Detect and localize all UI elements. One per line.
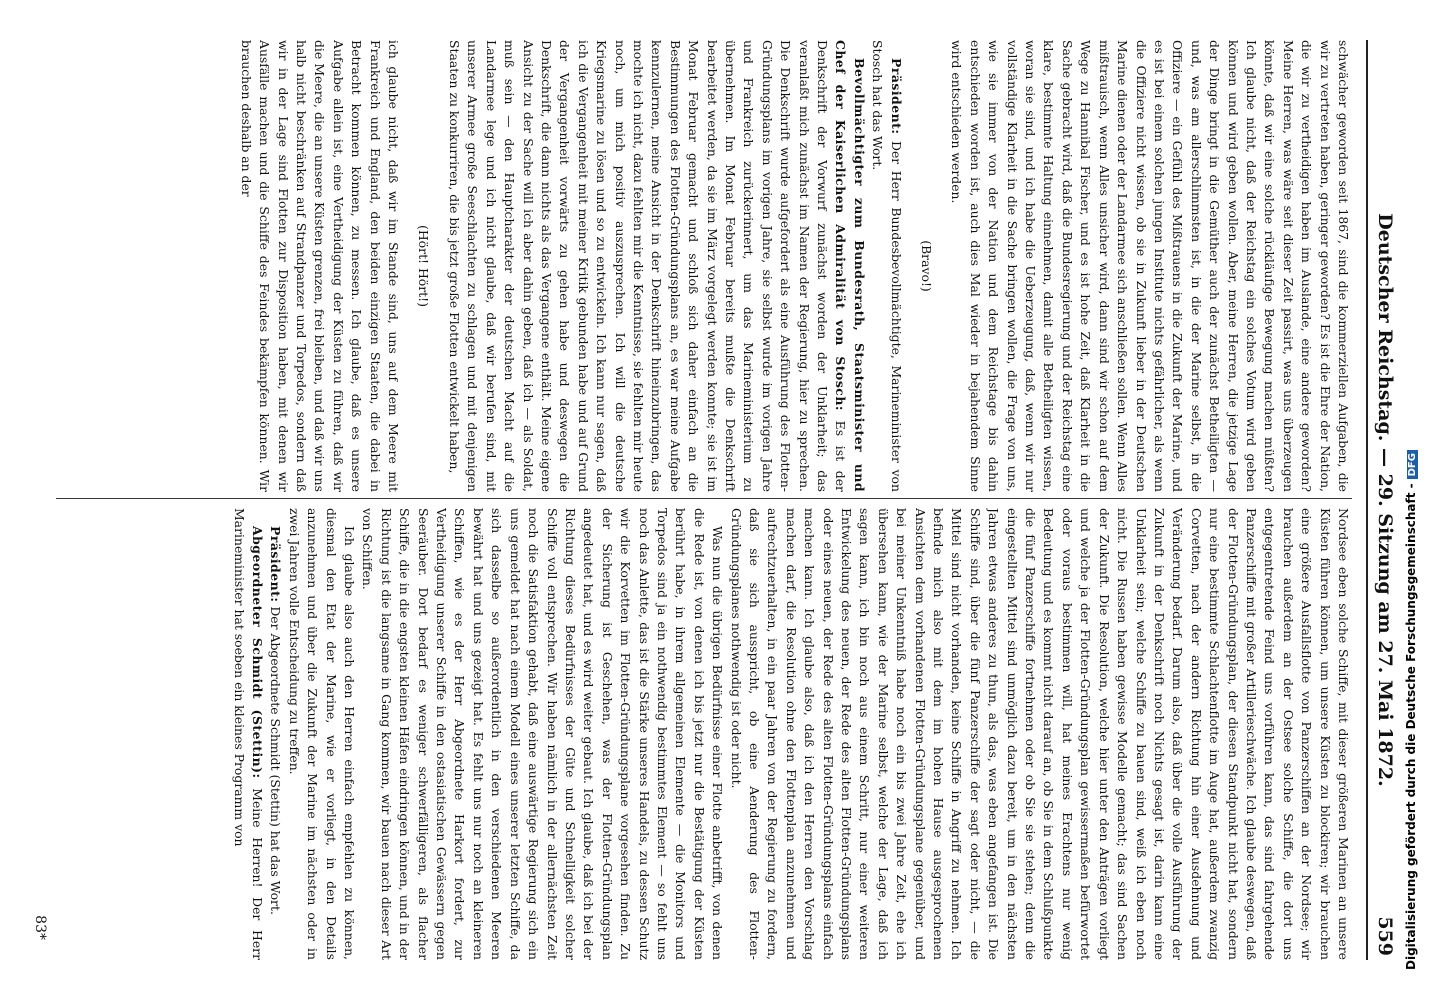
page-number: 559: [1374, 916, 1396, 956]
paragraph: ich glaube nicht, daß wir im Stande sind, uns auf dem Meere mit Frankreich und England, den beiden einzigen Staaten, die dabei in Betracht kommen können, zu messen. Ich glaube, daß es unsere Aufgabe allein ist, eine Vertheidigung der Küsten zu führen, daß wir die Meere, die an unsere Küsten grenzen, frei bleiben, und daß wir uns halb nicht beschränken auf Strandpanzer und Torpedos, sondern daß wir in der Lage sind Flotten zur Disposition haben, mit denen wir Ausfälle machen und die Schiffe des Feindes bekämpfen können. Wir brauchen deshalb an der: [238, 40, 402, 492]
speaker-label: Abgeordneter Schmidt (Stettin):: [250, 526, 266, 779]
paragraph: Nordsee eben solche Schiffe, mit dieser größeren Marinen an unsere Küsten führen können, um unsere Küsten zu blockiren; wir brauchen eine größere Ausfallsflotte von Panzerschiffen an der Nordsee; wir brauchen außerdem an der Ostsee solche Schiffe, die dort uns entgegentretende Feind uns vorführen kann, das sind fahrgehende Panzerschiffe mit großer Artillerieschwäche. Ich glaube deswegen, daß der Flotten-Gründungsplan, der diesen Standpunkt nicht hat, sondern nur eine bestimmte Schlachtenflotte im Auge hat, außerdem zwanzig Corvetten, nach der andern Richtung hin einer Ausdehnung und Veränderung bedarf. Darum also, daß über die volle Ausführung der Zukunft in der Denkschrift noch Nichts gesagt ist, darin kann eine Unklarheit sein; welche Schiffe zu bauen sind, weiß ich eben noch nicht. Die Russen haben gewisse Modelle gemacht; das sind Sachen der Zukunft. Die Resolution, welche hier unter den Anträgen vorliegt und welche ja der Flotten-Gründungsplan gewissermaßen befürwortet oder voraus bestimmen will, hat meines Erachtens nur wenig Bedeutung und es kommt nicht darauf an, ob Sie in dem Schlußpunkte die fünf Panzerschiffe fortnehmen oder ob Sie sie stehen; denn die eingestellten Mittel sind unmöglich dazu bereit, um in den nächsten Jahren etwas anderes zu thun, als das, was eben angefangen ist. Die Schiffe sind, über die fünf Panzerschiffe der sagt oder nicht, — die Mittel sind nicht vorhanden, keine Schiffe in Angriff zu nehmen. Ich befinde mich also mit dem im hohen Hause ausgesprochenen Ansichten dem vorhandenen Flotten-Gründungsplane gegenüber, und bei meiner Unkenntniß habe noch ein bis zwei Jahre Zeit, ehe ich übersehen kann, wie der Marine selbst, welche der Lage, daß ich sagen kann, ich bin noch aus einem Schritt, nur einer weiteren Entwickelung des neuen, der Rede des alten Flotten-Gründungsplans oder eines neuen, der Rede des alten Flotten-Gründungsplans einfach machen kann. Ich glaube also, daß ich den Herren den Vorschlag machen darf, die Resolution ohne den Flottenplan anzunehmen und aufrechtzuerhalten, in ein paar Jahren von der Regierung zu fordern, daß sie sich ausspricht, ob eine Aenderung des Flotten-Gründungsplanes nothwendig ist oder nicht.: [728, 508, 1351, 960]
applause-note: (Hört! Hört!): [416, 225, 432, 307]
speaker-label: Bevollmächtigter zum Bundesrath, Staatsminister und Chef der Kaiserlichen Admiralität von Stosch:: [833, 40, 867, 492]
paragraph: Was nun die übrigen Bedürfnisse einer Flotte anbetrifft, von denen die Rede ist, von denen ich bis jetzt nur die Bestätigung der Küsten berührt habe, in ihrem allgemeinen Elemente — die Monitors und Torpedos sind ja ein nothwendig bestimmtes Element — so fehlt uns noch das Anlette, das ist die Stärke unseres Handels, zu dessen Schutz wir die Korvetten im Flotten-Gründungsplane vorgesehen finden. Zu der Sicherung ist Geschehen, was der Flotten-Gründungsplan angedeutet hat, und es wird weiter gebaut. Ich glaube, daß ich bei der Richtung dieses Bedürfnisses der Güte und Schnelligkeit solcher Schiffe voll entsprechen. Wir haben nämlich in der allernächsten Zeit noch die Satisfaktion gehabt, daß eine auswärtige Regierung sich ein uns gemeldet hat nach einem Modell eines unserer letzten Schiffe, da sich dasselbe so außerordentlich in den verschiedenen Meeren bewährt hat und uns gezeigt hat. Es fehlt uns nur noch an kleineren Schiffen, wie es der Herr Abgeordnete Harkort fordert, zur Vertheidigung unserer Schiffe in den ostasiatischen Gewässern gegen Seeräuber. Dort bedarf es weniger schwerfälligeren, als flacher Schiffe, die in die engsten kleinen Häfen eindringen können, und in der Richtung ist die langsame in Gang kommen, wir bauen nach dieser Art von Schiffen.: [360, 508, 726, 960]
right-column: [56, 508, 1352, 960]
paragraph: [868, 40, 905, 492]
footer-mark: 83*: [32, 915, 48, 940]
header-title: Deutscher Reichstag. — 29. Sitzung am 27. Mai 1872.: [1374, 213, 1396, 787]
column-divider: [56, 498, 1352, 499]
paragraph: Ich glaube also auch den Herren einfach empfehlen zu können, diesmal den Etat der Marine, wie er vorliegt, in den Details anzunehmen und über die Zukunft der Marine im nächsten oder in zwei Jahren volle Entscheidung zu treffen.: [286, 508, 358, 960]
speech-text: Der Abgeordnete Schmidt (Stettin) hat das Wort.: [268, 606, 284, 915]
speech-text: Meine Herren! Der Herr Marineminister hat soeben ein kleines Programm von: [231, 508, 266, 960]
speech-text: Der Herr Bundesbevollmächtigte, Marineminister von Stosch hat das Wort.: [870, 40, 904, 492]
paragraph: [445, 40, 868, 492]
paragraph: [229, 508, 266, 960]
left-column: [56, 40, 1352, 492]
credit-text: [1404, 450, 1418, 970]
digitization-credit: [1402, 240, 1422, 1000]
dfg-logo: DFG: [1407, 450, 1418, 479]
speaker-label: Präsident:: [888, 58, 904, 135]
speaker-label: Präsident:: [268, 526, 284, 603]
credit-label: Digitalisierung gefördert durch die Deutsche Forschungsgemeinschaft -: [1404, 483, 1418, 970]
speech-text: Es ist der Denkschrift der Vorwurf zunächst worden der Unklarheit; das veranlaßt mich zunächst im Namen der Regierung, hier zu sprechen. Die Denkschrift wurde aufgefordert als eine Ausführung des Flotten-Gründungsplans im vorigen Jahre, sie selbst wurde im vorigen Jahre und Frankreich zurückerinnert, um das Marineministerium zu übernehmen. Im Monat Februar bereits mußte die Denkschrift bearbeitet werden, da sie im März vorgelegt werden konnte; sie ist im Monat Februar gemacht und schloß sich daher einfach an die Bestimmungen des Flotten-Gründungsplans an, es war meine Aufgabe kennzulernen, meine Ansicht in der Denkschrift hineinzubringen, das mochte ich nicht, dazu fehlten mir die Kenntnisse, sie fehlten mir heute noch, um mich positiv auszusprechen. Ich will die deutsche Kriegsmarine zu lösen und so zu entwickeln. Ich kann nur sagen, daß ich die Vergangenheit mit meiner Kritik gebunden habe und auf Grund der Vergangenheit vorwärts zu gehen habe und deswegen die Denkschrift, die dann nichts als das Vergangene enthält. Meine eigene Ansicht zu der Sache will ich aber dahin geben, daß ich — als Soldat, muß sein — den Hauptcharakter der deutschen Macht auf die Landarmee lege und ich nicht glaube, daß wir berufen sind, mit unserer Armee große Seeschlachten zu schlagen und mit denjenigen Staaten zu konkurriren, die bis jetzt große Flotten entwickelt haben,: [446, 40, 849, 492]
paragraph: schwächer geworden seit 1867, sind die kommerziellen Aufgaben, die wir zu vertreten haben, geringer geworden? Es ist die Ehre der Nation, die wir zu vertheidigen haben im Auslande, eine andere geworden? Meine Herren, was wäre seit dieser Zeit passirt, was uns überzeugen könnte, daß wir eine solche rückläufige Bewegung machen müßten? Ich glaube nicht, daß der Reichstag ein solches Votum wird geben können und wird geben wollen. Aber, meine Herren, die jetzige Lage der Dinge bringt in die Gemüther auch der zunächst Betheiligten — und, was am allerschlimmsten ist, in die der Marine selbst, in die Offiziere — ein Gefühl des Mißtrauens in die Zukunft der Marine, und es ist bei einem solchen jungen Institute nichts gefährlicher, als wenn die Offiziere nicht wissen, ob sie in Zukunft lieber in der Deutschen Marine dienen oder der Landarmee sich anschließen sollen. Wenn Alles mißtrauisch, wenn Alles unsicher wird, dann sind wir schon auf dem Wege zu Hannibal Fischer, und es ist hohe Zeit, daß Klarheit in die Sache gebracht wird, daß die Bundesregierung und der Reichstag eine klare, bestimmte Haltung einnehmen, damit alle Betheiligten wissen, woran sie sind, und ich habe die Ueberzeugung, daß, wenn wir nur vollständige Klarheit in die Sache bringen wollen, die Frage von uns, wie sie immer von der Nation und dem Reichstage bis dahin entschieden worden ist, auch dies Mal wieder in bejahendem Sinne wird entschieden werden.: [949, 40, 1351, 492]
applause-note: (Bravo!): [919, 240, 935, 292]
paragraph: [266, 508, 284, 960]
